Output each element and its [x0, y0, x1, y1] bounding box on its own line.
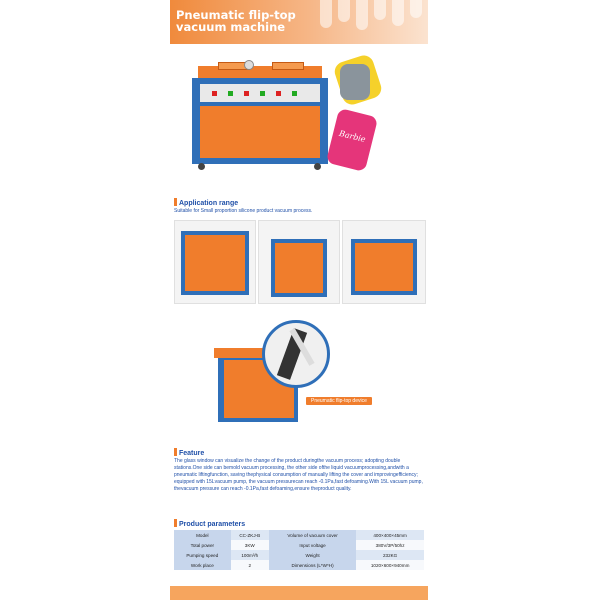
zoom-circle — [262, 320, 330, 388]
machine-photo-2 — [258, 220, 340, 304]
table-cell: 400×400×45mm — [356, 530, 424, 540]
table-cell: CC-ZKJ-B — [231, 530, 269, 540]
table-cell: 100m³/h — [231, 550, 269, 560]
table-cell: Pumping speed — [174, 550, 231, 560]
feature-heading — [174, 448, 204, 457]
heading-marker — [174, 198, 177, 206]
feature-text: The glass window can visualize the change of the product duringthe vacuum process; adopting double stations.One side can bemold vacuum processing, the other side ofthe liquid vacuumprocessing,andwith a pneumatic liftingfunction, saving thephysical consumption of manually lifting the cover and improvingefficiency; equipped with 15Lvacuum pump, the vacuum pressurecan reach -0.1Pa,fast defoaming.With 15L vacuum pump, thevacuum pressure can reach -0.1Pa,fast defoaming,ensure theproduct quality. — [174, 458, 423, 492]
table-cell: Total power — [174, 540, 231, 550]
table-cell: 1020×600×940mm — [356, 560, 424, 570]
title-line-1: Pneumatic flip-top — [176, 8, 296, 22]
feature-heading-text: Feature — [179, 450, 205, 457]
params-table — [174, 530, 424, 570]
table-cell: Volume of vacuum cover — [269, 530, 356, 540]
application-description: Suitable for Small proportion silicone product vacuum process. — [174, 208, 313, 214]
table-cell: Dimensions (L*W*H) — [269, 560, 356, 570]
footer-bar — [170, 586, 428, 600]
table-row — [174, 550, 424, 560]
table-cell: 3KW — [231, 540, 269, 550]
table-cell: 2 — [231, 560, 269, 570]
machine-photo-1 — [174, 220, 256, 304]
page-title — [176, 9, 296, 33]
flip-top-machine-image — [214, 320, 344, 430]
table-cell: Work place — [174, 560, 231, 570]
pink-phone-case-image — [326, 108, 378, 172]
table-row — [174, 560, 424, 570]
application-heading-text: Application range — [179, 200, 239, 207]
phone-case-text: Barbie — [338, 128, 367, 145]
flip-top-callout: Pneumatic flip-top device — [306, 397, 372, 405]
params-heading-text: Product parameters — [179, 521, 246, 528]
machine-photo-3 — [342, 220, 426, 304]
params-heading — [174, 519, 245, 528]
header-banner — [170, 0, 428, 44]
table-cell: Model — [174, 530, 231, 540]
title-line-2: vacuum machine — [176, 20, 286, 34]
heading-marker — [174, 519, 177, 527]
grey-case-image — [340, 64, 370, 100]
table-cell: 380V/3P/50hz — [356, 540, 424, 550]
table-cell: Weight — [269, 550, 356, 560]
product-page — [170, 0, 428, 600]
table-row — [174, 540, 424, 550]
table-cell: Input voltage — [269, 540, 356, 550]
application-heading — [174, 198, 238, 207]
table-cell: 232KG — [356, 550, 424, 560]
table-row — [174, 530, 424, 540]
heading-marker — [174, 448, 177, 456]
hero-machine-image — [190, 60, 330, 172]
